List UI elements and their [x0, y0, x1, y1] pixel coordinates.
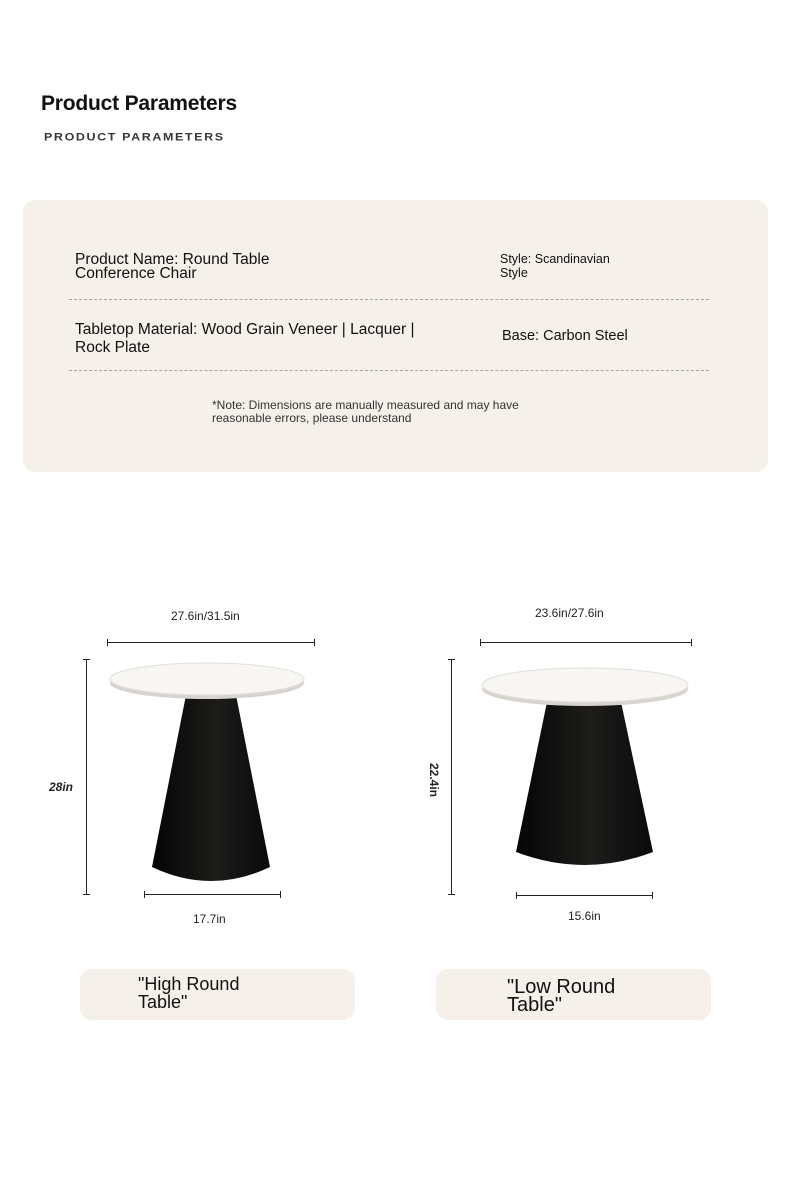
low-table-height-line [451, 659, 452, 895]
page-subtitle: PRODUCT PARAMETERS [44, 131, 225, 143]
high-table-label-pill [80, 969, 355, 1020]
high-table-label: "High Round Table" [138, 974, 240, 1012]
low-table-top-width: 23.6in/27.6in [535, 606, 604, 620]
high-table-top [110, 663, 304, 695]
low-table-base [516, 702, 653, 865]
low-table-image [481, 664, 691, 874]
high-table-height-line [86, 659, 87, 895]
divider [69, 370, 709, 371]
high-table-top-width: 27.6in/31.5in [171, 609, 240, 623]
low-table-label-pill [436, 969, 711, 1020]
tabletop-material: Tabletop Material: Wood Grain Veneer | Lacquer | Rock Plate [75, 321, 415, 356]
high-table-base [152, 695, 270, 881]
base-material: Base: Carbon Steel [502, 328, 628, 344]
high-table-image [108, 655, 314, 890]
high-table-base-width-line [144, 894, 281, 895]
page-title: Product Parameters [41, 92, 237, 115]
low-table-top-width-line [480, 642, 692, 643]
divider [69, 299, 709, 300]
high-table-base-width: 17.7in [193, 912, 226, 926]
dimension-note: *Note: Dimensions are manually measured and may have reasonable errors, please understand [212, 398, 519, 425]
style-value: Style: Scandinavian Style [500, 252, 610, 280]
low-table-height: 22.4in [427, 762, 442, 798]
high-table-top-width-line [107, 642, 315, 643]
low-table-label: "Low Round Table" [507, 976, 616, 1016]
high-table-height: 28in [49, 780, 74, 794]
parameters-panel [23, 200, 768, 472]
low-table-base-width: 15.6in [568, 909, 601, 923]
low-table-base-width-line [516, 895, 653, 896]
low-table-top [482, 668, 688, 702]
product-name: Product Name: Round Table Conference Chair [75, 251, 270, 282]
